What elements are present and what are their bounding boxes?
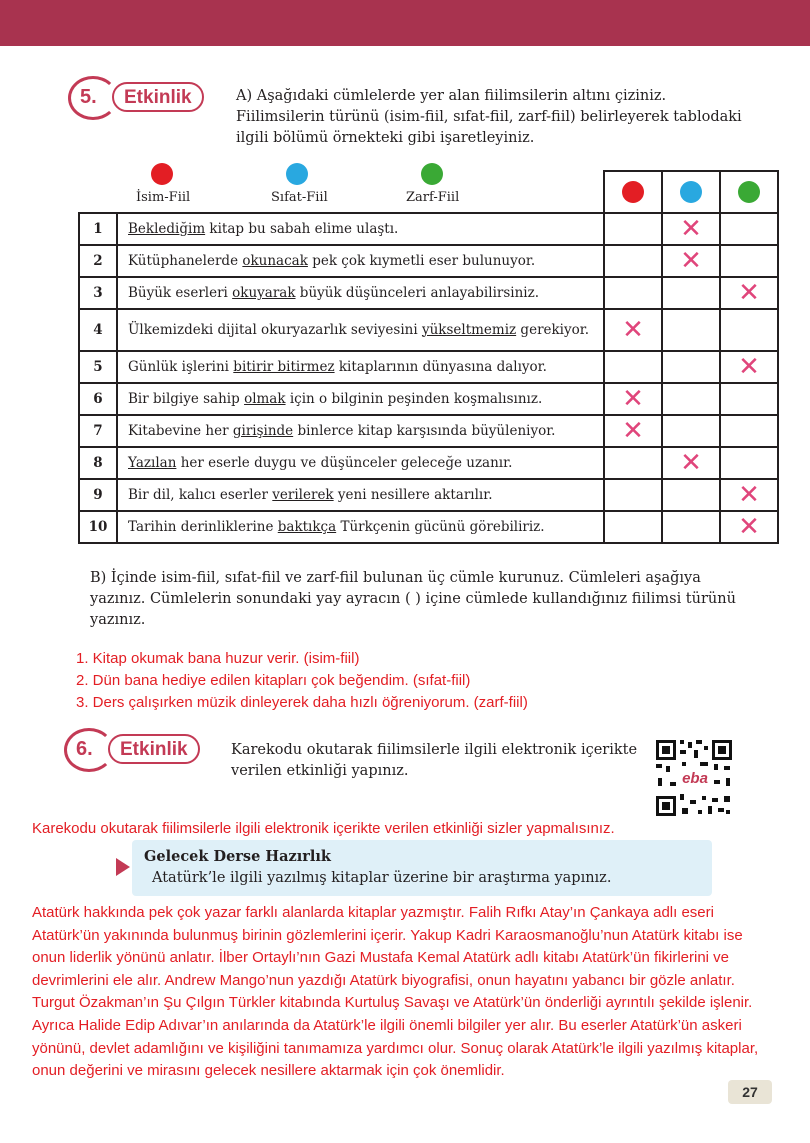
header-blank	[79, 171, 604, 213]
blue-dot-icon	[680, 181, 702, 203]
row-sentence	[117, 479, 604, 511]
top-banner	[0, 0, 810, 46]
mark-cell[interactable]	[662, 351, 720, 383]
row-number: 6	[79, 383, 117, 415]
sentence-text: pek çok kıymetli eser bulunuyor.	[307, 253, 536, 269]
cross-mark-icon: ✕	[680, 214, 702, 244]
mark-cell[interactable]	[662, 479, 720, 511]
fiilimsi-word: okuyarak	[232, 285, 296, 301]
mark-cell[interactable]	[604, 245, 662, 277]
row-sentence	[117, 447, 604, 479]
fiilimsi-word: Beklediğim	[128, 221, 206, 237]
instruction-b: B) İçinde isim-fiil, sıfat-fiil ve zarf-fiil bulunan üç cümle kurunuz. Cümleleri aşağıya yazınız. Cümlelerin sonundaki yay ayracın ( ) içine cümlede kullandığınız fiilimsi türünü yazınız.	[90, 570, 736, 628]
qr-code-icon[interactable]	[654, 738, 734, 818]
row-sentence	[117, 245, 604, 277]
fiilimsi-word: baktıkça	[277, 519, 337, 535]
row-sentence	[117, 351, 604, 383]
fiilimsi-word: yükseltmemiz	[421, 321, 517, 338]
sentence-text: Ülkemizdeki dijital okuryazarlık seviyesini	[128, 321, 422, 338]
sentence-text: Kitabevine her	[128, 423, 233, 439]
legend-label-isim: İsim-Fiil	[136, 190, 191, 205]
activity-6-answer: Karekodu okutarak fiilimsilerle ilgili elektronik içerikte verilen etkinliği sizler yapmalısınız.	[32, 820, 615, 837]
green-dot-icon	[738, 181, 760, 203]
row-sentence	[117, 511, 604, 543]
fiilimsi-word: girişinde	[232, 423, 294, 439]
sentence-text: yeni nesillere aktarılır.	[333, 487, 493, 503]
header-zarf	[720, 171, 778, 213]
answer-list	[76, 648, 528, 714]
mark-cell[interactable]	[604, 351, 662, 383]
table-row	[79, 383, 778, 415]
mark-cell[interactable]	[720, 213, 778, 245]
sentence-text: büyük düşünceleri anlayabilirsiniz.	[295, 285, 540, 301]
next-lesson-prep-box	[132, 840, 712, 896]
sentence-text: gerekiyor.	[516, 321, 590, 338]
cross-mark-icon: ✕	[680, 448, 702, 478]
mark-cell[interactable]	[720, 447, 778, 479]
mark-cell[interactable]	[720, 383, 778, 415]
cross-mark-icon: ✕	[622, 315, 644, 345]
mark-cell[interactable]	[604, 383, 662, 415]
arrow-right-icon	[116, 858, 130, 876]
table-row	[79, 415, 778, 447]
row-sentence	[117, 309, 604, 351]
mark-cell[interactable]	[662, 213, 720, 245]
mark-cell[interactable]	[604, 213, 662, 245]
fiilimsi-table	[78, 170, 779, 544]
mark-cell[interactable]	[720, 415, 778, 447]
answer-item: 3. Ders çalışırken müzik dinleyerek daha hızlı öğreniyorum. (zarf-fiil)	[76, 694, 528, 711]
row-number: 3	[79, 277, 117, 309]
essay-answer: Atatürk hakkında pek çok yazar farklı alanlarda kitaplar yazmıştır. Falih Rıfkı Atay’ın Çankaya adlı eseri Atatürk’ün yakınında bulunmuş birinin gözlemlerini içerir. Yakup Kadri Karaosmanoğlu’nun Atatürk kitabı ise onun liderlik yönünü anlatır. İlber Ortaylı’nın Gazi Mustafa Kemal Atatürk adlı kitabı Atatürk’ün fikirlerini ve devrimlerini ele alır. Andrew Mango’nun yazdığı Atatürk biyografisi, onun hayatını yabancı bir gözle anlatır. Turgut Özakman’ın Şu Çılgın Türkler kitabında Kurtuluş Savaşı ve Atatürk’ün önderliği ayrıntılı şekilde işlenir. Ayrıca Halide Edip Adıvar’ın anılarında da Atatürk’le ilgili önemli bilgiler yer alır. Bu eserler Atatürk’ün askeri yönünü, devlet adamlığını ve kişiliğini tanımamıza yardımcı olur. Sonuç olarak Atatürk’le ilgili yazılmış kitaplar, onun değerini ve mirasını gelecek nesillere aktarmak için çok önemlidir.	[32, 904, 759, 1080]
sentence-text: için o bilginin peşinden koşmalısınız.	[285, 391, 543, 407]
answer-item: 1. Kitap okumak bana huzur verir. (isim-fiil)	[76, 650, 360, 667]
row-sentence	[117, 277, 604, 309]
svg-text:eba: eba	[682, 770, 708, 787]
fiilimsi-word: olmak	[244, 391, 286, 407]
table-row	[79, 309, 778, 351]
mark-cell[interactable]	[662, 383, 720, 415]
fiilimsi-word: okunacak	[242, 253, 308, 269]
instruction-6: Karekodu okutarak fiilimsilerle ilgili elektronik içerikte verilen etkinliği yapınız.	[231, 742, 638, 779]
sentence-text: Kütüphanelerde	[128, 253, 243, 269]
sentence-text: Bir dil, kalıcı eserler	[128, 487, 273, 503]
row-sentence	[117, 383, 604, 415]
mark-cell[interactable]	[662, 447, 720, 479]
sentence-text: Bir bilgiye sahip	[128, 391, 245, 407]
cross-mark-icon: ✕	[622, 384, 644, 414]
sentence-text: Türkçenin gücünü görebiliriz.	[336, 519, 545, 535]
page-number: 27	[728, 1080, 772, 1104]
cross-mark-icon: ✕	[738, 480, 760, 510]
row-number: 5	[79, 351, 117, 383]
sentence-text: Günlük işlerini	[128, 359, 234, 375]
red-dot-icon	[622, 181, 644, 203]
answer-item: 2. Dün bana hediye edilen kitapları çok beğendim. (sıfat-fiil)	[76, 672, 471, 689]
prep-body: Atatürk’le ilgili yazılmış kitaplar üzerine bir araştırma yapınız.	[152, 870, 612, 886]
table-row	[79, 277, 778, 309]
fiilimsi-word: Yazılan	[128, 455, 177, 471]
instruction-a: A) Aşağıdaki cümlelerde yer alan fiilimsilerin altını çiziniz. Fiilimsilerin türünü (isim-fiil, sıfat-fiil, zarf-fiil) belirleyerek tablodaki ilgili bölümü örnekteki gibi işaretleyiniz.	[236, 88, 742, 146]
cross-mark-icon: ✕	[738, 278, 760, 308]
mark-cell[interactable]	[720, 351, 778, 383]
table-row	[79, 213, 778, 245]
table-header-row	[79, 171, 778, 213]
sentence-text: binlerce kitap karşısında büyüleniyor.	[293, 423, 556, 439]
mark-cell[interactable]	[662, 309, 720, 351]
row-number: 4	[79, 309, 117, 351]
sentence-text: kitaplarının dünyasına dalıyor.	[334, 359, 547, 375]
mark-cell[interactable]	[662, 245, 720, 277]
activity-number: 5.	[80, 86, 97, 108]
row-number: 8	[79, 447, 117, 479]
mark-cell[interactable]	[604, 277, 662, 309]
mark-cell[interactable]	[662, 511, 720, 543]
cross-mark-icon: ✕	[738, 352, 760, 382]
sentence-text: Büyük eserleri	[128, 285, 233, 301]
fiilimsi-word: bitirir bitirmez	[233, 359, 335, 375]
row-sentence	[117, 213, 604, 245]
mark-cell[interactable]	[604, 415, 662, 447]
mark-cell[interactable]	[720, 479, 778, 511]
mark-cell[interactable]	[720, 277, 778, 309]
cross-mark-icon: ✕	[622, 416, 644, 446]
header-isim	[604, 171, 662, 213]
cross-mark-icon: ✕	[738, 512, 760, 542]
table-row	[79, 245, 778, 277]
table-row	[79, 447, 778, 479]
activity-number: 6.	[76, 738, 93, 760]
fiilimsi-word: verilerek	[272, 487, 334, 503]
row-number: 7	[79, 415, 117, 447]
mark-cell[interactable]	[604, 479, 662, 511]
table-row	[79, 351, 778, 383]
mark-cell[interactable]	[604, 309, 662, 351]
legend-label-sifat: Sıfat-Fiil	[271, 190, 328, 205]
sentence-text: her eserle duygu ve düşünceler geleceğe uzanır.	[176, 455, 513, 471]
cross-mark-icon: ✕	[680, 246, 702, 276]
legend-label-zarf: Zarf-Fiil	[406, 190, 460, 205]
sentence-text: kitap bu sabah elime ulaştı.	[205, 221, 399, 237]
mark-cell[interactable]	[662, 415, 720, 447]
mark-cell[interactable]	[604, 511, 662, 543]
table-row	[79, 479, 778, 511]
activity-label: Etkinlik	[112, 82, 204, 112]
sentence-text: Tarihin derinliklerine	[128, 519, 278, 535]
prep-heading: Gelecek Derse Hazırlık	[144, 848, 331, 865]
mark-cell[interactable]	[720, 309, 778, 351]
row-number: 10	[79, 511, 117, 543]
mark-cell[interactable]	[662, 277, 720, 309]
mark-cell[interactable]	[720, 511, 778, 543]
mark-cell[interactable]	[604, 447, 662, 479]
header-sifat	[662, 171, 720, 213]
table-row	[79, 511, 778, 543]
activity-label: Etkinlik	[108, 734, 200, 764]
row-number: 9	[79, 479, 117, 511]
row-number: 2	[79, 245, 117, 277]
row-number: 1	[79, 213, 117, 245]
row-sentence	[117, 415, 604, 447]
mark-cell[interactable]	[720, 245, 778, 277]
